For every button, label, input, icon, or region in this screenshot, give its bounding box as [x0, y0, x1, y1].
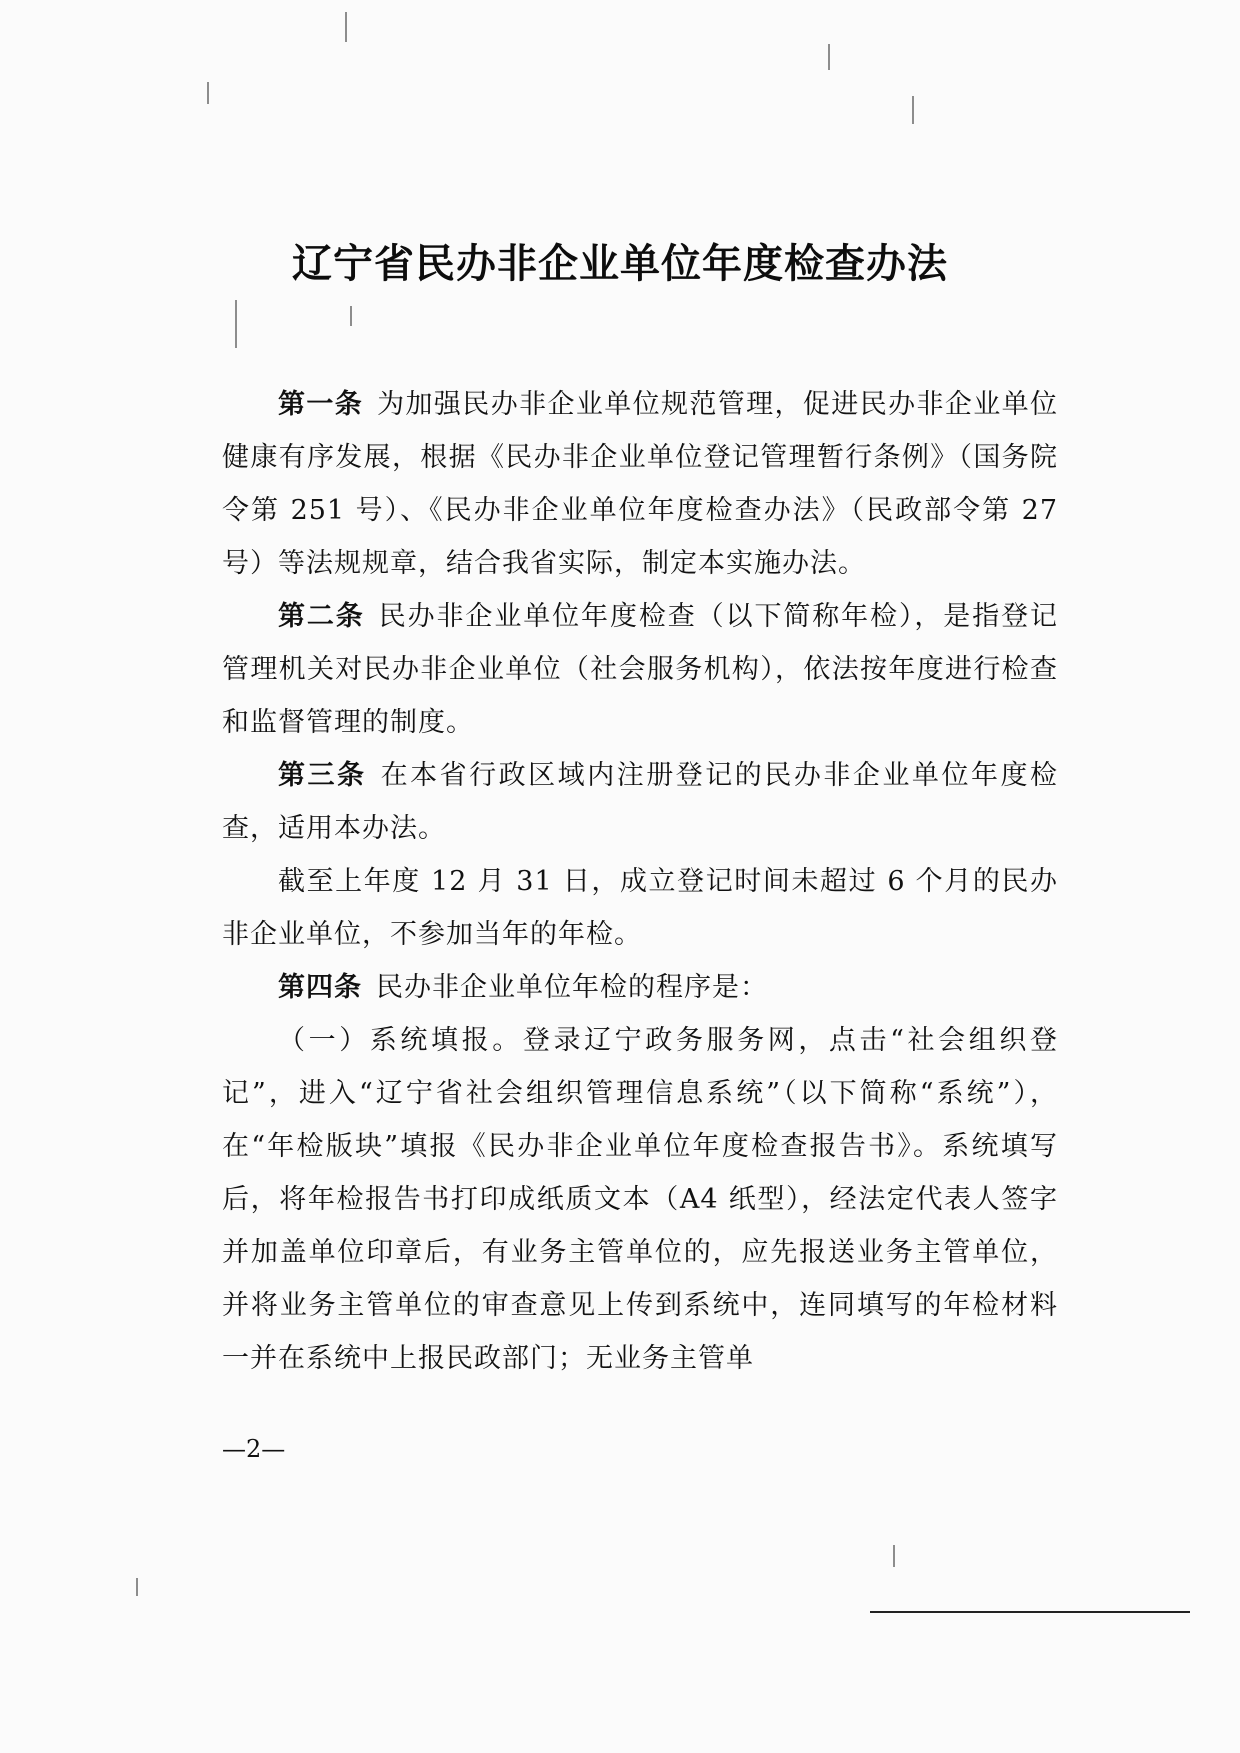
paragraph — [222, 1014, 1058, 1385]
article-number: 第三条 — [278, 760, 367, 791]
article-paragraph — [222, 749, 1058, 855]
scan-artifact — [828, 44, 830, 70]
article-paragraph — [222, 961, 1058, 1014]
footer-divider — [870, 1611, 1190, 1613]
paragraph-text: （一）系统填报。登录辽宁政务服务网，点击“社会组织登记”，进入“辽宁省社会组织管理信息系统”（以下简称“系统”），在“年检版块”填报《民办非企业单位年度检查报告书》。系统填写后，将年检报告书打印成纸质文本（A4 纸型），经法定代表人签字并加盖单位印章后，有业务主管单位的，应先报送业务主管单位，并将业务主管单位的审查意见上传到系统中，连同填写的年检材料一并在系统中上报民政部门；无业务主管单 — [222, 1025, 1058, 1374]
article-text: 为加强民办非企业单位规范管理，促进民办非企业单位健康有序发展，根据《民办非企业单位登记管理暂行条例》（国务院令第 251 号）、《民办非企业单位年度检查办法》（民政部令第 27 号）等法规规章，结合我省实际，制定本实施办法。 — [222, 389, 1059, 579]
paragraph — [222, 855, 1058, 961]
article-number: 第一条 — [278, 389, 364, 420]
page-number: —2— — [222, 1435, 286, 1463]
scan-artifact — [136, 1578, 138, 1596]
article-text: 民办非企业单位年检的程序是： — [376, 972, 768, 1003]
article-text: 在本省行政区域内注册登记的民办非企业单位年度检查，适用本办法。 — [222, 760, 1059, 844]
scan-artifact — [912, 96, 914, 124]
paragraph-text: 截至上年度 12 月 31 日，成立登记时间未超过 6 个月的民办非企业单位，不参加当年的年检。 — [222, 866, 1058, 950]
document-body — [222, 378, 1058, 1385]
article-paragraph — [222, 590, 1058, 749]
scan-artifact — [207, 82, 209, 104]
scan-artifact — [235, 300, 237, 348]
article-text: 民办非企业单位年度检查（以下简称年检），是指登记管理机关对民办非企业单位（社会服务机构），依法按年度进行检查和监督管理的制度。 — [222, 601, 1059, 738]
scan-artifact — [345, 12, 347, 42]
article-paragraph — [222, 378, 1058, 590]
article-number: 第四条 — [278, 972, 362, 1003]
document-title: 辽宁省民办非企业单位年度检查办法 — [292, 241, 948, 287]
scan-artifact — [350, 306, 352, 326]
scan-artifact — [893, 1545, 895, 1567]
article-number: 第二条 — [278, 601, 365, 632]
